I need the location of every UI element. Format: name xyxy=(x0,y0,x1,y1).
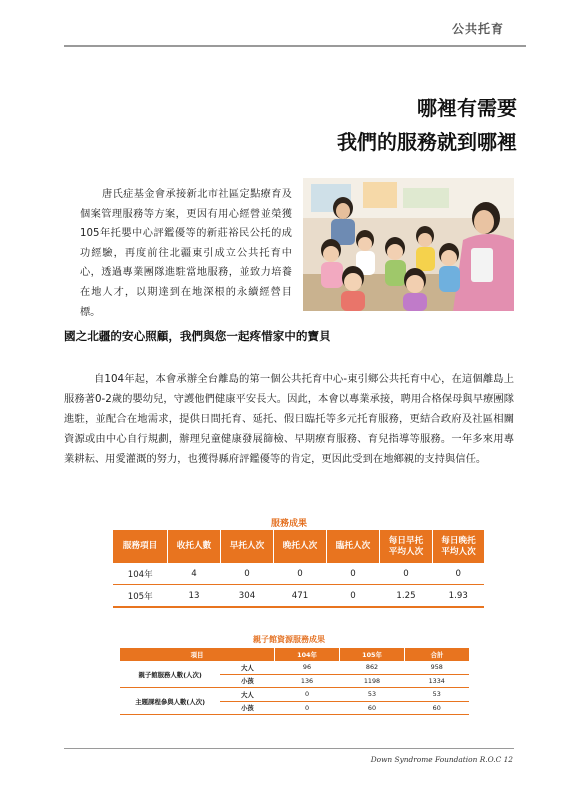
row-sub-label: 小孩 xyxy=(220,674,274,688)
headline-line-1: 哪裡有需要 xyxy=(417,96,517,120)
table-cell: 0 xyxy=(275,701,340,715)
table-cell: 0 xyxy=(327,563,380,585)
table-cell: 0 xyxy=(221,563,274,585)
column-header: 每日早托 平均人次 xyxy=(380,530,433,563)
row-category-label: 親子館服務人數(人次) xyxy=(120,661,220,688)
family-center-results-title: 親子館資源服務成果 xyxy=(253,635,325,644)
column-header: 收托人數 xyxy=(168,530,221,563)
section-subheading: 國之北疆的安心照顧，我們與您一起疼惜家中的寶貝 xyxy=(64,329,331,343)
table-cell: 0 xyxy=(275,688,340,702)
table-cell: 1.93 xyxy=(433,585,485,608)
column-header: 臨托人次 xyxy=(327,530,380,563)
table-cell: 105年 xyxy=(113,585,168,608)
table-cell: 1334 xyxy=(405,674,470,688)
table-row xyxy=(120,688,469,702)
service-results-table xyxy=(113,530,484,608)
intro-paragraph: 唐氏症基金會承接新北市社區定點療育及個案管理服務等方案，更因有用心經營並榮獲105年托嬰中心評鑑優等的新莊裕民公托的成功經驗，再度前往北疆東引成立公共托育中心，透過專業團隊進駐當地服務，並致力培養在地人才，以期達到在地深根的永續經營目標。 xyxy=(80,189,292,318)
table-cell: 958 xyxy=(405,661,470,674)
row-sub-label: 大人 xyxy=(220,688,274,702)
row-category-label: 主題課程參與人數(人次) xyxy=(120,688,220,715)
column-header: 服務項目 xyxy=(113,530,168,563)
table-cell: 96 xyxy=(275,661,340,674)
column-header: 晚托人次 xyxy=(274,530,327,563)
table-cell: 53 xyxy=(405,688,470,702)
table-cell: 1.25 xyxy=(380,585,433,608)
table-cell: 862 xyxy=(340,661,405,674)
table-cell: 53 xyxy=(340,688,405,702)
header-rule xyxy=(64,45,526,47)
table-cell: 60 xyxy=(405,701,470,715)
table-row xyxy=(120,661,469,674)
table-row xyxy=(113,585,484,608)
section-tag: 公共托育 xyxy=(452,22,505,36)
column-header: 105年 xyxy=(340,648,405,661)
table-header-row xyxy=(120,648,469,661)
column-header: 早托人次 xyxy=(221,530,274,563)
column-header: 104年 xyxy=(275,648,340,661)
table-cell: 136 xyxy=(275,674,340,688)
table-cell: 13 xyxy=(168,585,221,608)
table-cell: 4 xyxy=(168,563,221,585)
row-sub-label: 大人 xyxy=(220,661,274,674)
family-center-results-table xyxy=(120,648,469,715)
table-cell: 1198 xyxy=(340,674,405,688)
table-cell: 0 xyxy=(380,563,433,585)
service-results-title: 服務成果 xyxy=(270,519,307,529)
table-cell: 104年 xyxy=(113,563,168,585)
table-cell: 304 xyxy=(221,585,274,608)
column-header: 合計 xyxy=(405,648,470,661)
photo-illustration xyxy=(303,178,514,311)
table-header-row xyxy=(113,530,484,563)
column-header: 每日晚托 平均人次 xyxy=(433,530,485,563)
column-header: 項目 xyxy=(120,648,275,661)
footer-page-label: Down Syndrome Foundation R.O.C 12 xyxy=(370,755,513,764)
table-cell: 0 xyxy=(274,563,327,585)
footer-rule xyxy=(64,748,514,749)
table-cell: 471 xyxy=(274,585,327,608)
table-cell: 0 xyxy=(433,563,485,585)
headline-line-2: 我們的服務就到哪裡 xyxy=(337,130,517,154)
children-classroom-photo xyxy=(303,178,514,311)
table-row xyxy=(113,563,484,585)
body-paragraph: 自104年起，本會承辦全台離島的第一個公共托育中心-東引鄉公共托育中心，在這個離島上服務著0-2歲的嬰幼兒，守護他們健康平安長大。因此，本會以專業承接，聘用合格保母與早療團隊進駐，並配合在地需求，提供日間托育、延托、假日臨托等多元托育服務，更結合政府及社區相關資源或由中心自行規劃，辦理兒童健康發展篩檢、早期療育服務、育兒指導等服務。一年多來用專業耕耘、用愛灌溉的努力，也獲得縣府評鑑優等的肯定，更因此受到在地鄉親的支持與信任。 xyxy=(64,373,514,465)
row-sub-label: 小孩 xyxy=(220,701,274,715)
table-cell: 0 xyxy=(327,585,380,608)
table-cell: 60 xyxy=(340,701,405,715)
